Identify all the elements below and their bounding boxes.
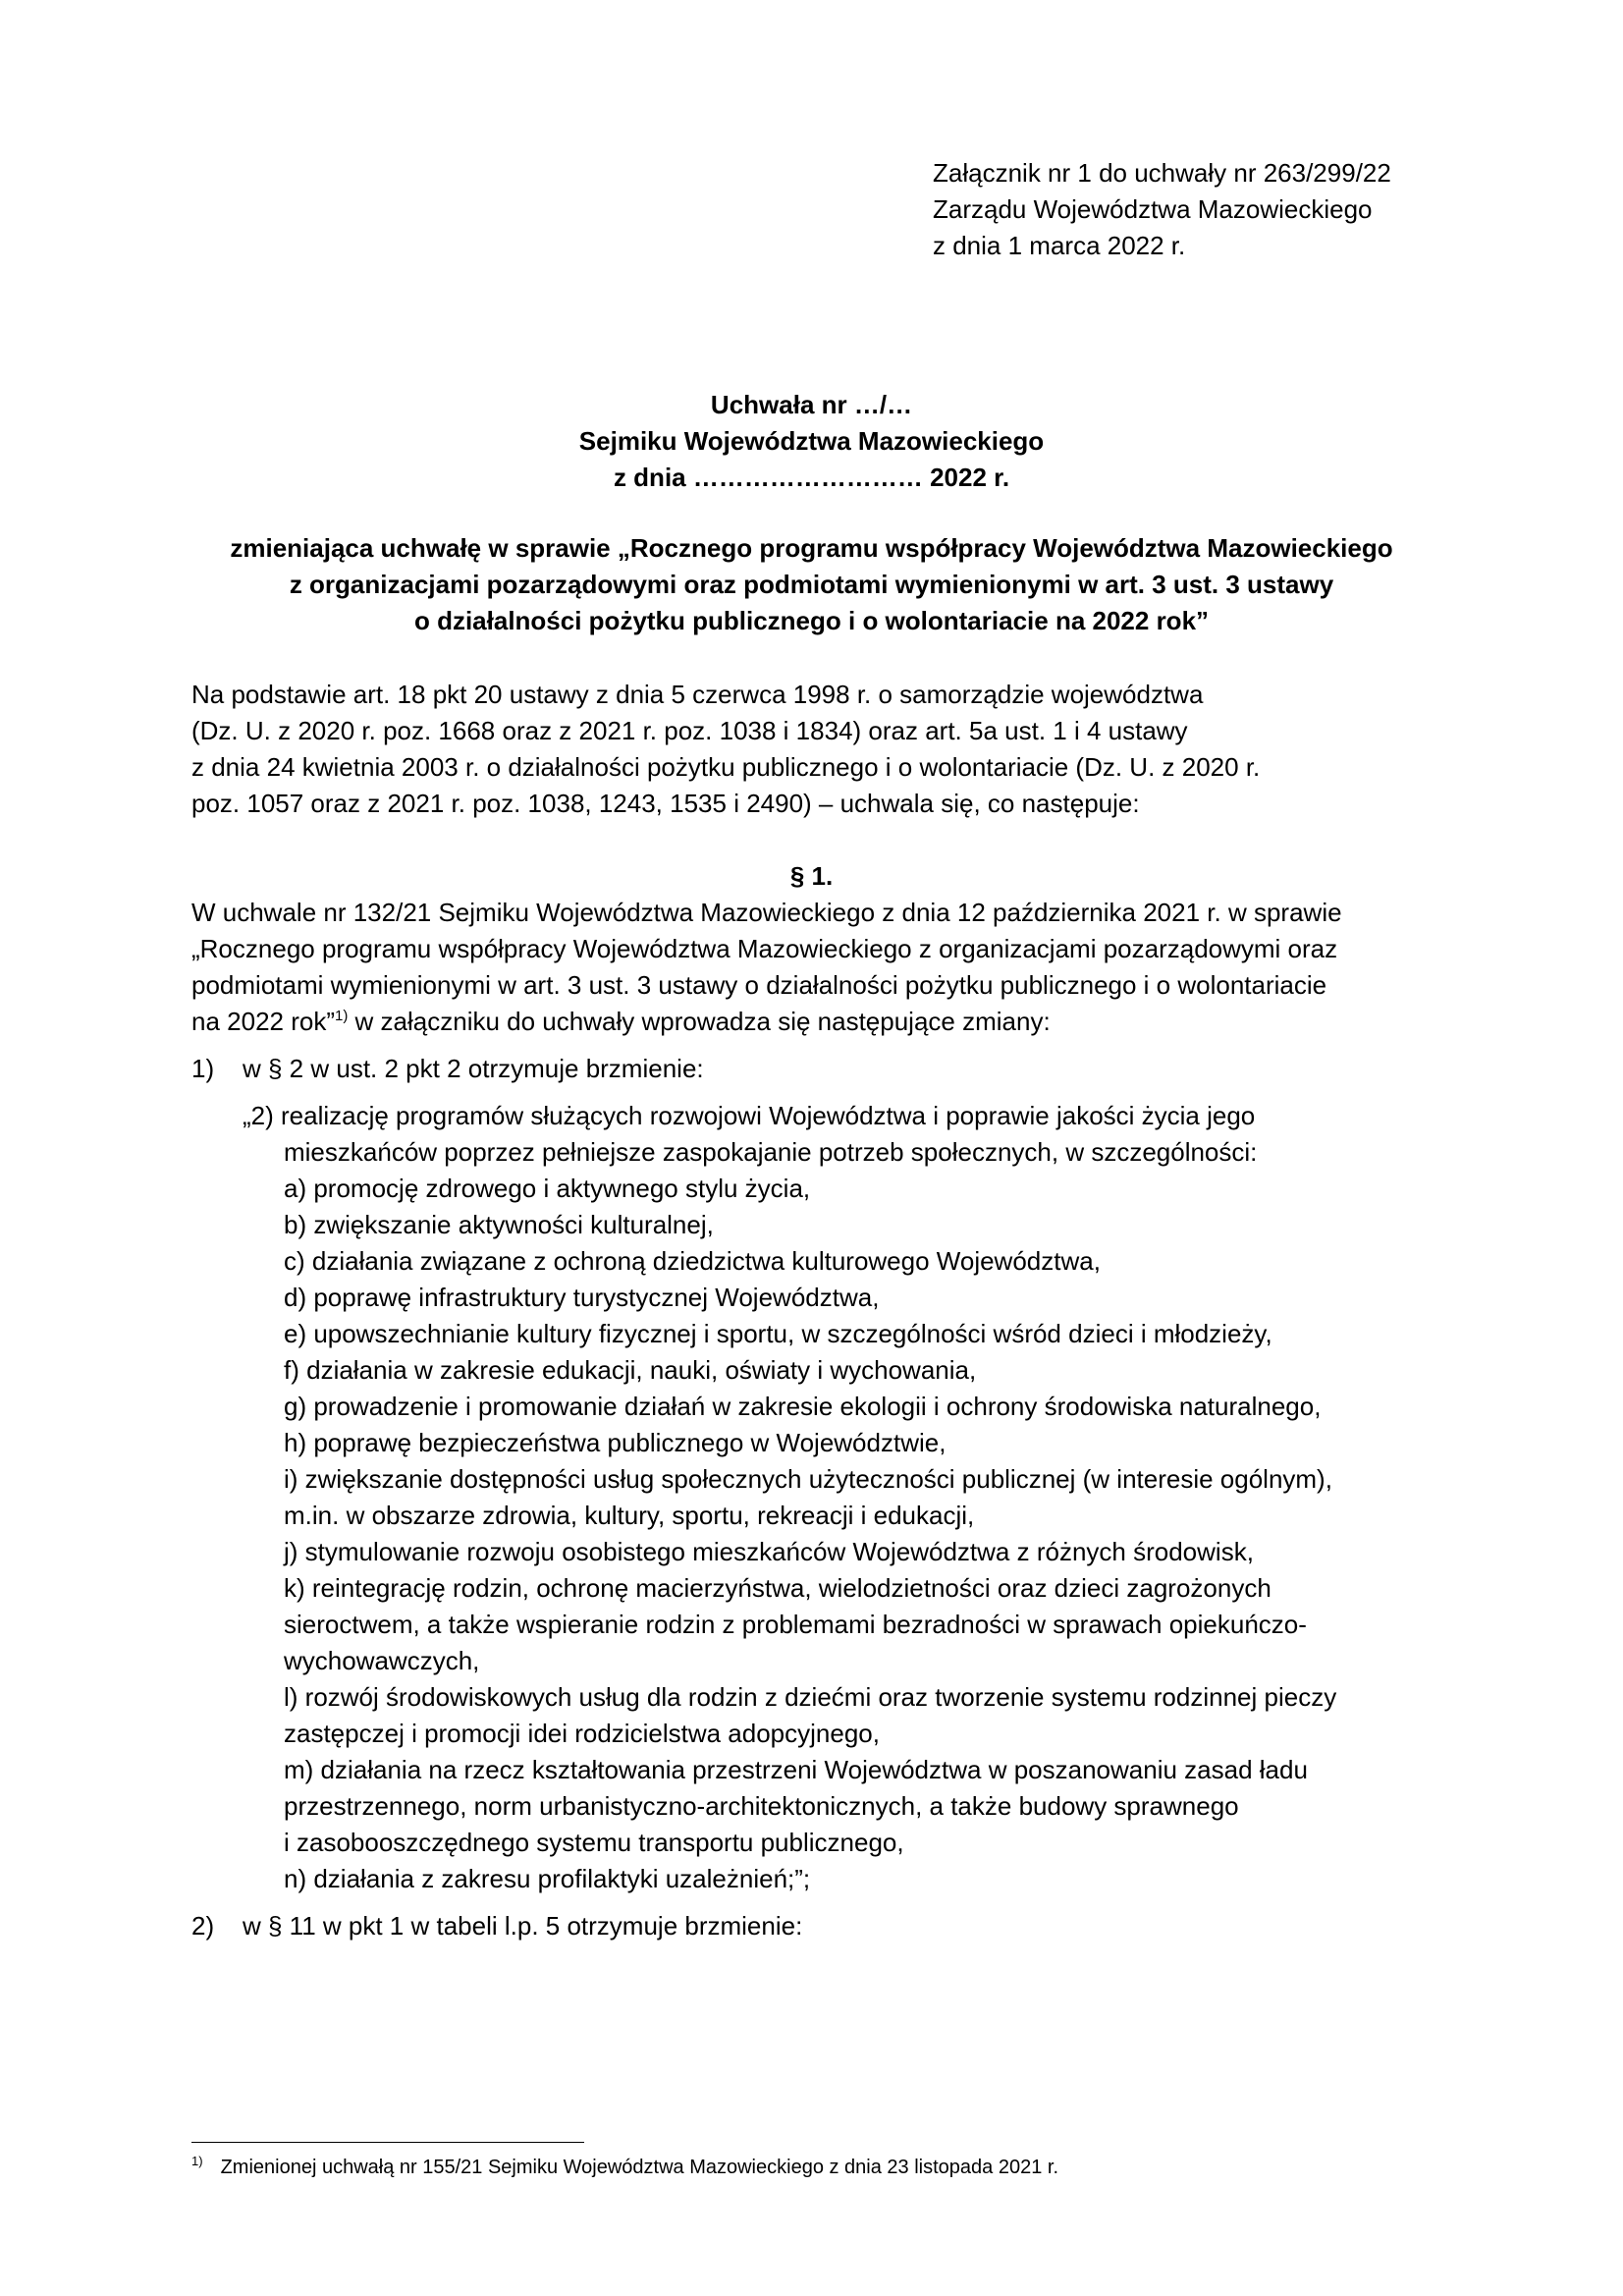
item-text: w § 11 w pkt 1 w tabeli l.p. 5 otrzymuje brzmienie:	[243, 1911, 803, 1941]
section-line: „Rocznego programu współpracy Województwa Mazowieckiego z organizacjami pozarządowymi oraz	[191, 934, 1338, 963]
footnote-marker: 1)	[191, 2154, 203, 2168]
section-line: podmiotami wymienionymi w art. 3 ust. 3 ustawy o działalności pożytku publicznego i o wolontariacie	[191, 970, 1327, 1000]
quote-line: m) działania na rzecz kształtowania przestrzeni Województwa w poszanowaniu zasad ładu	[284, 1755, 1308, 1784]
item-number: 2)	[191, 1911, 215, 1941]
section-last-text-continued: w załączniku do uchwały wprowadza się następujące zmiany:	[348, 1007, 1051, 1036]
resolution-title: Uchwała nr …/…	[710, 390, 913, 419]
quote-line: c) działania związane z ochroną dziedzictwa kulturowego Województwa,	[284, 1246, 1101, 1276]
subject-line-3: o działalności pożytku publicznego i o wolontariacie na 2022 rok”	[413, 606, 1210, 635]
quote-line: f) działania w zakresie edukacji, nauki, oświaty i wychowania,	[284, 1355, 977, 1385]
section-last-text: na 2022 rok”	[191, 1007, 335, 1036]
quote-line: sieroctwem, a także wspieranie rodzin z problemami bezradności w sprawach opiekuńczo-	[284, 1610, 1307, 1639]
subject-line-2: z organizacjami pozarządowymi oraz podmiotami wymienionymi w art. 3 ust. 3 ustawy	[289, 570, 1334, 599]
footnote-separator	[191, 2142, 584, 2143]
attachment-line-3: z dnia 1 marca 2022 r.	[933, 231, 1186, 260]
quote-line: k) reintegrację rodzin, ochronę macierzyństwa, wielodzietności oraz dzieci zagrożonych	[284, 1573, 1271, 1603]
basis-line: Na podstawie art. 18 pkt 20 ustawy z dnia 5 czerwca 1998 r. o samorządzie województwa	[191, 680, 1204, 709]
quote-line: wychowawczych,	[284, 1646, 480, 1675]
resolution-date: z dnia ……………………… 2022 r.	[613, 463, 1010, 492]
quote-line: mieszkańców poprzez pełniejsze zaspokajanie potrzeb społecznych, w szczególności:	[284, 1137, 1258, 1167]
resolution-body: Sejmiku Województwa Mazowieckiego	[578, 426, 1045, 456]
quote-line: i) zwiększanie dostępności usług społecznych użyteczności publicznej (w interesie ogólnym),	[284, 1464, 1332, 1494]
footnote	[191, 2154, 1058, 2181]
quote-line: g) prowadzenie i promowanie działań w zakresie ekologii i ochrony środowiska naturalnego,	[284, 1392, 1322, 1421]
attachment-line-2: Zarządu Województwa Mazowieckiego	[933, 194, 1373, 224]
quote-line: d) poprawę infrastruktury turystycznej Województwa,	[284, 1283, 880, 1312]
quote-line: przestrzennego, norm urbanistyczno-architektonicznych, a także budowy sprawnego	[284, 1791, 1239, 1821]
item-text: w § 2 w ust. 2 pkt 2 otrzymuje brzmienie:	[243, 1054, 704, 1083]
basis-line: z dnia 24 kwietnia 2003 r. o działalności pożytku publicznego i o wolontariacie (Dz. U. z 2020 r.	[191, 752, 1261, 782]
section-line: W uchwale nr 132/21 Sejmiku Województwa Mazowieckiego z dnia 12 października 2021 r. w sprawie	[191, 898, 1342, 927]
quote-line: zastępczej i promocji idei rodzicielstwa adopcyjnego,	[284, 1719, 880, 1748]
quote-line: m.in. w obszarze zdrowia, kultury, sportu, rekreacji i edukacji,	[284, 1501, 975, 1530]
quote-line: h) poprawę bezpieczeństwa publicznego w Województwie,	[284, 1428, 947, 1457]
basis-line: poz. 1057 oraz z 2021 r. poz. 1038, 1243, 1535 i 2490) – uchwala się, co następuje:	[191, 789, 1140, 818]
quote-line: a) promocję zdrowego i aktywnego stylu życia,	[284, 1174, 811, 1203]
quote-line: b) zwiększanie aktywności kulturalnej,	[284, 1210, 714, 1239]
section-last-line	[191, 1004, 1051, 1040]
item-number: 1)	[191, 1054, 215, 1083]
section-heading: § 1.	[789, 861, 834, 891]
quote-line: e) upowszechnianie kultury fizycznej i sportu, w szczególności wśród dzieci i młodzieży,	[284, 1319, 1272, 1348]
quote-line: j) stymulowanie rozwoju osobistego mieszkańców Województwa z różnych środowisk,	[284, 1537, 1254, 1566]
footnote-text: Zmienionej uchwałą nr 155/21 Sejmiku Województwa Mazowieckiego z dnia 23 listopada 2021 r.	[220, 2157, 1058, 2178]
quote-line: l) rozwój środowiskowych usług dla rodzin z dziećmi oraz tworzenie systemu rodzinnej pieczy	[284, 1682, 1337, 1712]
quote-line: i zasobooszczędnego systemu transportu publicznego,	[284, 1828, 904, 1857]
quote-first-line: „2) realizację programów służących rozwojowi Województwa i poprawie jakości życia jego	[243, 1101, 1256, 1130]
quote-line: n) działania z zakresu profilaktyki uzależnień;”;	[284, 1864, 811, 1893]
subject-line-1: zmieniająca uchwałę w sprawie „Rocznego programu współpracy Województwa Mazowieckiego	[230, 533, 1393, 563]
footnote-reference: 1)	[334, 1008, 349, 1024]
basis-line: (Dz. U. z 2020 r. poz. 1668 oraz z 2021 r. poz. 1038 i 1834) oraz art. 5a ust. 1 i 4 ustawy	[191, 716, 1188, 745]
attachment-line-1: Załącznik nr 1 do uchwały nr 263/299/22	[933, 158, 1391, 188]
